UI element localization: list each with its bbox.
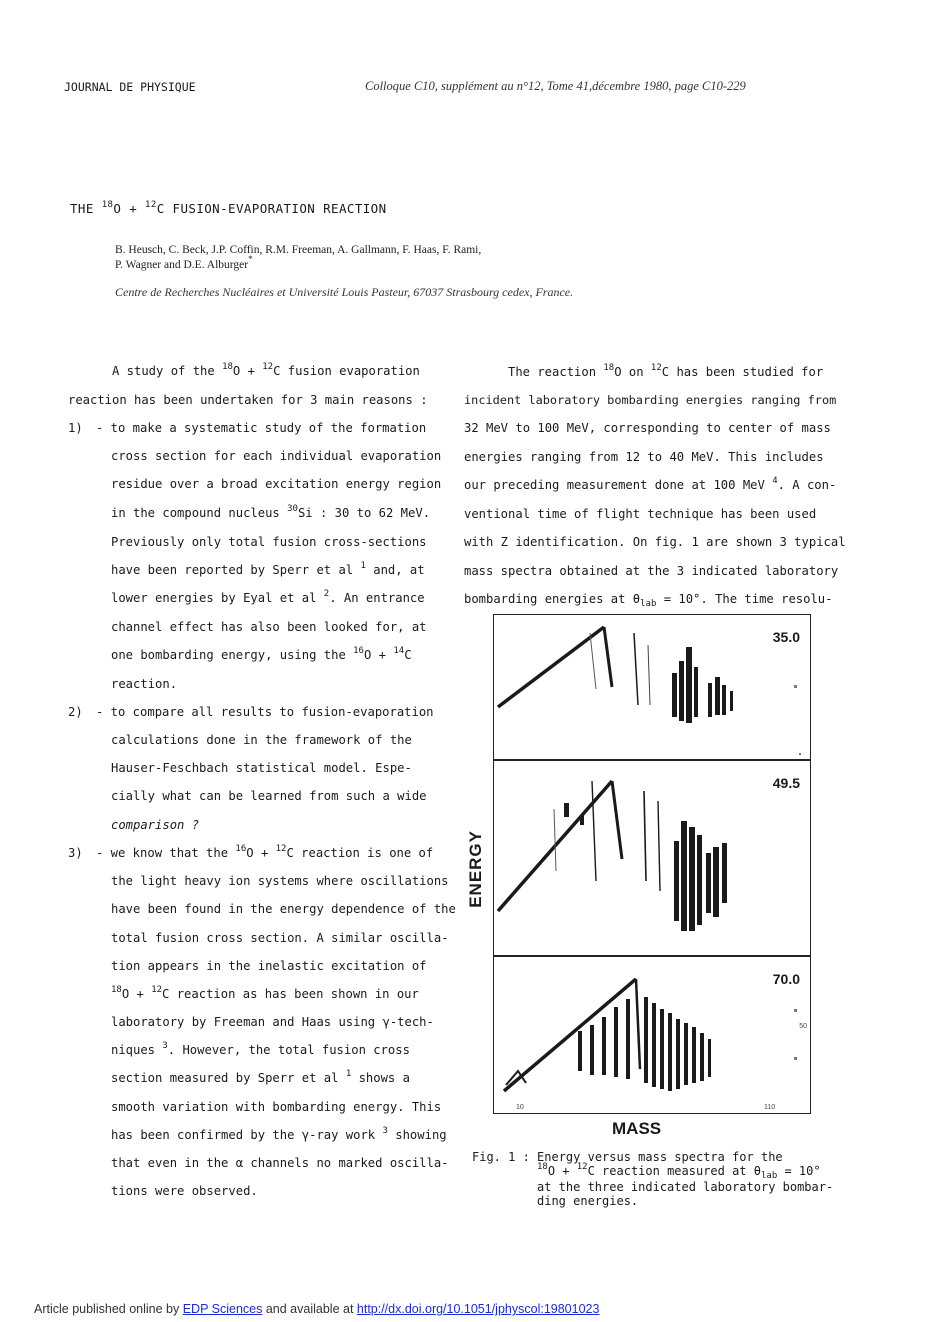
x-axis-label: MASS [612,1119,662,1138]
reason-1-line-7 [111,591,425,605]
caption-line-4: ding energies. [537,1194,639,1208]
text-span: O + [246,846,276,860]
tick-label-50: 50 [799,1023,807,1030]
footer-middle: and available at [262,1302,357,1316]
text-span: one bombarding energy, using the [111,648,354,662]
reason-1-line-10: reaction. [111,677,178,691]
text-span: O + [547,1164,577,1178]
reason-2-line-3: Hauser-Feschbach statistical model. Espe- [111,761,412,775]
sup-span: 16 [353,646,364,656]
sup-span: 12 [650,363,662,373]
reason-1-line-9 [111,648,412,662]
energy-band-drop [612,781,622,859]
energy-band-drop [636,979,640,1069]
text-span: Si : 30 to 62 MeV. [297,506,431,520]
text-span: have been reported by Sperr et al [111,563,361,577]
enum-2: 2) [68,705,83,719]
right-line-1 [508,365,823,379]
text-span: - we know that the [96,846,236,860]
right-line-7: with Z identification. On fig. 1 are shown 3 typical [464,535,846,549]
paper-title [70,201,387,216]
text-span: C reaction as has been shown in our [162,987,419,1001]
figure-1 [493,614,811,1114]
text-span: A study of the [112,364,223,378]
energy-label-49: 49.5 [772,775,800,791]
reason-3-line-6 [111,987,419,1001]
text-span: bombarding energies at θ [464,592,641,606]
publisher-link[interactable]: EDP Sciences [182,1302,263,1316]
reason-2-line-4: cially what can be learned from such a wide [111,789,427,803]
reason-3-line-2: the light heavy ion systems where oscillations [111,874,449,888]
spectrum-panel-35 [493,614,811,760]
reason-3-line-4: total fusion cross section. A similar oscilla- [111,931,449,945]
text-span: . An entrance [329,591,425,605]
text-span: niques [111,1043,163,1057]
colloque-reference: Colloque C10, supplément au n°12, Tome 41,décembre 1980, page C10-229 [365,79,746,93]
right-line-2: incident laboratory bombarding energies ranging from [464,393,837,407]
right-line-8: mass spectra obtained at the 3 indicated laboratory [464,564,839,578]
publication-footer [34,1302,599,1316]
sup-span: 12 [275,844,287,854]
reason-3-line-9 [111,1071,410,1085]
enum-3: 3) [68,846,83,860]
text-span: in the compound nucleus [111,506,288,520]
right-line-9 [464,592,833,609]
right-line-3: 32 MeV to 100 MeV, corresponding to center of mass [464,421,831,435]
caption-line-1: Fig. 1 : Energy versus mass spectra for the [472,1150,783,1164]
reason-1-line-2: cross section for each individual evaporation [111,449,442,463]
sup-span: 18 [603,363,615,373]
text-span: our preceding measurement done at 100 MeV [464,478,773,492]
title-isotope-2: 12 [145,200,157,210]
energy-label-35: 35.0 [772,629,800,645]
text-span: C reaction is one of [286,846,434,860]
reference-mark: 1 [345,1069,352,1079]
sup-span: 12 [151,985,163,995]
footer-prefix: Article published online by [34,1302,183,1316]
reference-mark: 4 [772,476,778,486]
text-span: C has been studied for [661,365,824,379]
text-span: C reaction measured at θ [587,1164,761,1178]
sub-span: lab [640,599,657,609]
reason-3-line-8 [111,1043,410,1057]
authors-line-2-text: P. Wagner and D.E. Alburger [115,259,249,271]
reason-1-line-4 [111,506,430,520]
energy-label-70: 70.0 [772,971,800,987]
reason-2-line-5: comparison ? [111,818,200,832]
text-span: section measured by Sperr et al [111,1071,346,1085]
y-axis-label: ENERGY [466,830,485,908]
journal-name: JOURNAL DE PHYSIQUE [64,80,196,94]
sup-span: 12 [576,1162,588,1172]
reason-3-line-3: have been found in the energy dependence of the [111,902,456,916]
sup-span: 30 [287,504,298,514]
text-span: . A con- [777,478,837,492]
caption-line-2 [472,1164,842,1180]
energy-band-drop [604,627,612,687]
reason-3-line-12: that even in the α channels no marked oscilla- [111,1156,449,1170]
reason-1-line-6 [111,563,425,577]
reference-mark: 1 [360,561,366,571]
text-span: = 10° [777,1164,821,1178]
text-span: and, at [365,563,425,577]
sup-span: 18 [222,362,233,372]
text-span: O + [121,987,152,1001]
author-footnote-mark: * [248,254,253,264]
text-span: C fusion evaporation [273,364,420,378]
spectrum-plot-49 [494,761,811,956]
caption-line-3: at the three indicated laboratory bombar- [537,1180,834,1194]
authors-line-2 [115,254,481,273]
reason-3-line-5: tion appears in the inelastic excitation of [111,959,427,973]
reason-3-line-1 [96,846,433,860]
intro-line-1 [112,364,420,378]
text-span: . However, the total fusion cross [167,1043,410,1057]
title-rest: C FUSION-EVAPORATION REACTION [156,201,387,216]
text-span: O + [363,648,394,662]
sup-span: 18 [537,1162,548,1172]
reference-mark: 3 [162,1041,168,1051]
text-span: O on [614,365,651,379]
text-span: showing [387,1128,447,1142]
reason-1-line-1: - to make a systematic study of the formation [96,421,427,435]
reason-2-line-1: - to compare all results to fusion-evaporation [96,705,434,719]
energy-band-line [498,627,604,707]
spectrum-panel-70 [493,956,811,1114]
title-element-1: O + [113,201,146,216]
spectrum-plot-35 [494,615,811,760]
text-span: has been confirmed by the γ-ray work [111,1128,383,1142]
text-span: lower energies by Eyal et al [111,591,324,605]
reason-1-line-8: channel effect has also been looked for, at [111,620,427,634]
right-line-5 [464,478,836,492]
enum-1: 1) [68,421,83,435]
reason-1-line-5: Previously only total fusion cross-sections [111,535,427,549]
sup-span: 14 [393,646,405,656]
reason-3-line-10: smooth variation with bombarding energy. This [111,1100,442,1114]
authors-line-1: B. Heusch, C. Beck, J.P. Coffin, R.M. Freeman, A. Gallmann, F. Haas, F. Rami, [115,244,482,256]
sub-span: lab [760,1171,778,1181]
text-span: shows a [351,1071,410,1085]
reason-3-line-11 [111,1128,447,1142]
text-span: The reaction [508,365,604,379]
reference-mark: 3 [382,1126,388,1136]
reference-mark: 2 [323,589,330,599]
title-prefix: THE [70,201,102,216]
intro-line-2: reaction has been undertaken for 3 main reasons : [68,393,428,407]
doi-link[interactable]: http://dx.doi.org/10.1051/jphyscol:19801023 [356,1302,600,1316]
affiliation: Centre de Recherches Nucléaires et Université Louis Pasteur, 67037 Strasbourg cedex, France. [115,285,574,299]
sup-span: 16 [235,844,247,854]
tick-label-110: 110 [764,1104,776,1111]
author-list [115,243,481,273]
text-span: C [404,648,412,662]
spectrum-plot-70 [494,957,811,1114]
tick-label-10: 10 [516,1104,524,1111]
right-line-6: ventional time of flight technique has been used [464,507,817,521]
text-span: O + [232,364,263,378]
spectrum-panel-49 [493,760,811,956]
title-isotope-1: 18 [101,200,114,210]
reason-3-line-13: tions were observed. [111,1184,258,1198]
text-span: = 10°. The time resolu- [656,592,833,606]
sup-span: 18 [111,985,122,995]
reason-1-line-3: residue over a broad excitation energy region [111,477,442,491]
right-line-4: energies ranging from 12 to 40 MeV. This includes [464,450,824,464]
sup-span: 12 [262,362,274,372]
figure-caption [472,1150,842,1208]
reason-2-line-2: calculations done in the framework of the [111,733,412,747]
reason-3-line-7: laboratory by Freeman and Haas using γ-tech- [111,1015,434,1029]
